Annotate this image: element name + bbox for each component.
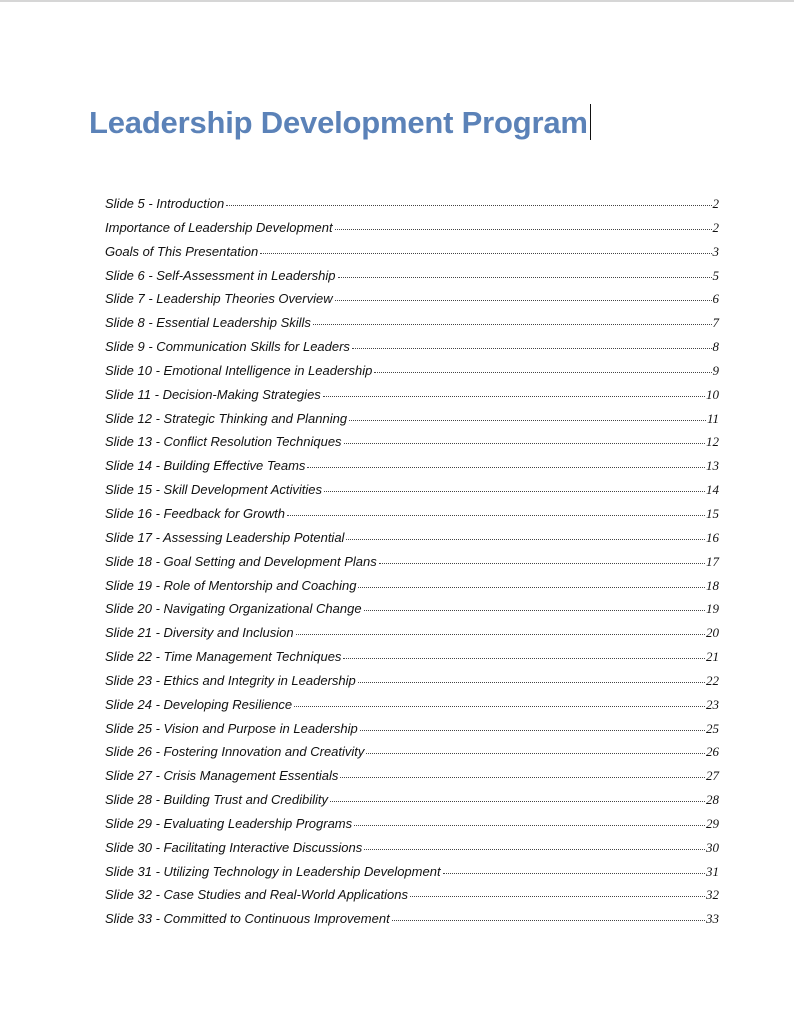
toc-entry[interactable]	[105, 264, 719, 288]
toc-dot-leader	[364, 609, 705, 611]
toc-page-number[interactable]: 11	[706, 410, 719, 426]
toc-dot-leader	[226, 204, 711, 206]
toc-dot-leader	[324, 490, 705, 492]
toc-dot-leader	[294, 705, 705, 707]
toc-dot-leader	[379, 562, 705, 564]
toc-entry-title[interactable]: Slide 21 - Diversity and Inclusion	[105, 625, 294, 641]
toc-entry-title[interactable]: Slide 29 - Evaluating Leadership Programs	[105, 815, 353, 831]
toc-page-number[interactable]: 25	[706, 720, 719, 736]
toc-page-number[interactable]: 31	[706, 863, 719, 879]
toc-entry[interactable]	[105, 788, 719, 812]
toc-dot-leader	[349, 419, 706, 421]
toc-entry-title[interactable]: Slide 16 - Feedback for Growth	[105, 505, 285, 521]
toc-entry[interactable]	[105, 836, 719, 860]
toc-page-number[interactable]: 3	[712, 243, 719, 259]
toc-entry[interactable]	[105, 478, 719, 502]
toc-dot-leader	[296, 633, 705, 635]
toc-page-number[interactable]: 26	[706, 744, 719, 760]
toc-dot-leader	[260, 252, 711, 254]
toc-page-number[interactable]: 30	[706, 839, 719, 855]
toc-entry-title[interactable]: Slide 20 - Navigating Organizational Change	[105, 601, 362, 617]
toc-page-number[interactable]: 14	[706, 482, 719, 498]
toc-dot-leader	[340, 776, 705, 778]
toc-entry-title[interactable]: Slide 28 - Building Trust and Credibility	[105, 792, 329, 808]
toc-entry-title[interactable]: Slide 18 - Goal Setting and Development Plans	[105, 553, 377, 569]
toc-page-number[interactable]: 8	[712, 339, 719, 355]
toc-dot-leader	[323, 395, 705, 397]
toc-page-number[interactable]: 18	[706, 577, 719, 593]
toc-dot-leader	[343, 657, 705, 659]
toc-entry-title[interactable]: Slide 30 - Facilitating Interactive Discussions	[105, 839, 363, 855]
toc-entry[interactable]	[105, 430, 719, 454]
toc-entry[interactable]	[105, 550, 719, 574]
toc-page-number[interactable]: 28	[706, 792, 719, 808]
toc-dot-leader	[346, 538, 705, 540]
toc-page-number[interactable]: 32	[706, 887, 719, 903]
toc-dot-leader	[358, 586, 705, 588]
toc-entry[interactable]	[105, 717, 719, 741]
toc-entry-title[interactable]: Slide 19 - Role of Mentorship and Coaching	[105, 577, 357, 593]
toc-dot-leader	[360, 729, 705, 731]
toc-dot-leader	[392, 919, 705, 921]
toc-entry-title[interactable]: Slide 5 - Introduction	[105, 196, 225, 211]
toc-entry-title[interactable]: Slide 15 - Skill Development Activities	[105, 482, 322, 498]
toc-entry[interactable]	[105, 740, 719, 764]
toc-entry[interactable]	[105, 645, 719, 669]
toc-entry[interactable]	[105, 335, 719, 359]
toc-entry-title[interactable]: Slide 25 - Vision and Purpose in Leadership	[105, 720, 358, 736]
toc-entry-title[interactable]: Slide 11 - Decision-Making Strategies	[105, 386, 321, 402]
toc-entry-title[interactable]: Slide 7 - Leadership Theories Overview	[105, 291, 333, 307]
document-title-text: Leadership Development Program	[89, 105, 588, 140]
toc-entry-title[interactable]: Slide 32 - Case Studies and Real-World Applications	[105, 887, 409, 903]
toc-entry-title[interactable]: Slide 10 - Emotional Intelligence in Leadership	[105, 362, 373, 378]
toc-page-number[interactable]: 5	[712, 267, 719, 283]
toc-entry[interactable]	[105, 359, 719, 383]
toc-entry[interactable]	[105, 907, 719, 931]
toc-page-number[interactable]: 2	[712, 196, 719, 211]
toc-entry-title[interactable]: Slide 12 - Strategic Thinking and Planning	[105, 410, 348, 426]
toc-page-number[interactable]: 15	[706, 505, 719, 521]
toc-dot-leader	[338, 276, 712, 278]
toc-page-number[interactable]: 19	[706, 601, 719, 617]
toc-entry[interactable]	[105, 287, 719, 311]
toc-entry-title[interactable]: Slide 8 - Essential Leadership Skills	[105, 315, 311, 331]
toc-page-number[interactable]: 20	[706, 625, 719, 641]
toc-entry-title[interactable]: Slide 13 - Conflict Resolution Techniques	[105, 434, 342, 450]
toc-dot-leader	[335, 299, 712, 301]
toc-entry[interactable]	[105, 574, 719, 598]
toc-dot-leader	[287, 514, 705, 516]
toc-entry[interactable]	[105, 693, 719, 717]
toc-entry[interactable]	[105, 192, 719, 216]
toc-entry[interactable]	[105, 311, 719, 335]
toc-entry[interactable]	[105, 883, 719, 907]
toc-entry-title[interactable]: Slide 17 - Assessing Leadership Potential	[105, 529, 345, 545]
toc-page-number[interactable]: 9	[712, 362, 719, 378]
toc-page-number[interactable]: 23	[706, 696, 719, 712]
toc-dot-leader	[358, 681, 705, 683]
toc-dot-leader	[335, 228, 712, 230]
toc-dot-leader	[344, 442, 705, 444]
toc-page-number[interactable]: 10	[706, 386, 719, 402]
toc-entry[interactable]	[105, 669, 719, 693]
toc-page-number[interactable]: 17	[706, 553, 719, 569]
toc-entry[interactable]	[105, 240, 719, 264]
toc-entry[interactable]	[105, 216, 719, 240]
toc-entry-title[interactable]: Goals of This Presentation	[105, 243, 259, 259]
toc-entry[interactable]	[105, 407, 719, 431]
toc-entry[interactable]	[105, 383, 719, 407]
toc-entry[interactable]	[105, 860, 719, 884]
toc-dot-leader	[410, 895, 705, 897]
toc-entry[interactable]	[105, 764, 719, 788]
toc-entry[interactable]	[105, 502, 719, 526]
toc-entry-title[interactable]: Slide 23 - Ethics and Integrity in Leadership	[105, 672, 356, 688]
toc-page-number[interactable]: 22	[706, 672, 719, 688]
toc-dot-leader	[307, 466, 705, 468]
table-of-contents	[105, 192, 719, 931]
document-title[interactable]	[89, 104, 591, 141]
toc-entry-title[interactable]: Slide 31 - Utilizing Technology in Leadership Development	[105, 863, 441, 879]
toc-page-number[interactable]: 2	[712, 219, 719, 235]
toc-dot-leader	[374, 371, 711, 373]
toc-entry-title[interactable]: Slide 24 - Developing Resilience	[105, 696, 293, 712]
toc-page-number[interactable]: 29	[706, 815, 719, 831]
toc-entry[interactable]	[105, 454, 719, 478]
toc-entry-title[interactable]: Slide 26 - Fostering Innovation and Creativity	[105, 744, 365, 760]
toc-entry[interactable]	[105, 621, 719, 645]
toc-entry[interactable]	[105, 812, 719, 836]
toc-page-number[interactable]: 12	[706, 434, 719, 450]
toc-page-number[interactable]: 33	[706, 911, 719, 927]
toc-page-number[interactable]: 13	[706, 458, 719, 474]
toc-entry[interactable]	[105, 597, 719, 621]
toc-page-number[interactable]: 6	[712, 291, 719, 307]
toc-entry-title[interactable]: Importance of Leadership Development	[105, 219, 333, 235]
toc-page-number[interactable]: 7	[712, 315, 719, 331]
toc-dot-leader	[330, 800, 705, 802]
toc-page-number[interactable]: 16	[706, 529, 719, 545]
toc-entry-title[interactable]: Slide 6 - Self-Assessment in Leadership	[105, 267, 336, 283]
text-cursor	[590, 104, 592, 140]
toc-dot-leader	[313, 323, 712, 325]
toc-dot-leader	[364, 848, 705, 850]
toc-dot-leader	[443, 872, 705, 874]
toc-page-number[interactable]: 21	[706, 649, 719, 665]
toc-entry-title[interactable]: Slide 33 - Committed to Continuous Improvement	[105, 911, 390, 927]
toc-entry-title[interactable]: Slide 22 - Time Management Techniques	[105, 649, 342, 665]
toc-dot-leader	[352, 347, 712, 349]
toc-entry-title[interactable]: Slide 14 - Building Effective Teams	[105, 458, 306, 474]
toc-entry-title[interactable]: Slide 27 - Crisis Management Essentials	[105, 768, 339, 784]
toc-entry[interactable]	[105, 526, 719, 550]
toc-entry-title[interactable]: Slide 9 - Communication Skills for Leaders	[105, 339, 350, 355]
toc-dot-leader	[354, 824, 705, 826]
toc-dot-leader	[366, 752, 705, 754]
toc-page-number[interactable]: 27	[706, 768, 719, 784]
